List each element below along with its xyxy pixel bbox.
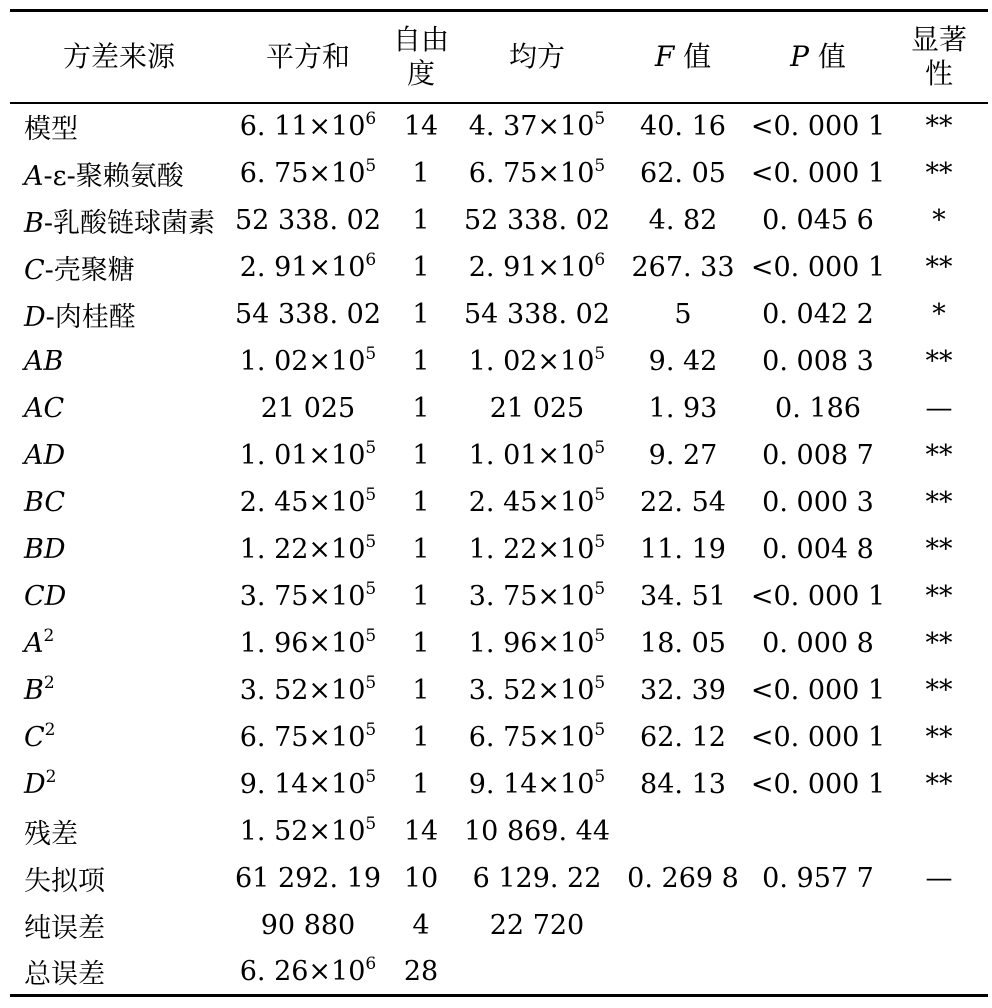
ss-exponent: 5 xyxy=(365,155,377,176)
ms-exponent: 5 xyxy=(594,531,606,552)
header-sum-of-squares: 平方和 xyxy=(265,39,350,73)
table-row xyxy=(10,385,988,432)
cell-significance xyxy=(890,902,988,949)
cell-sum-of-squares xyxy=(228,761,388,808)
ms-exponent: 5 xyxy=(594,578,606,599)
table-row xyxy=(10,432,988,479)
cell-sum-of-squares xyxy=(228,103,388,150)
cell-source xyxy=(10,761,228,808)
cell-mean-square xyxy=(454,197,620,244)
source-exponent: 2 xyxy=(44,719,56,740)
source-label: -乳酸链球菌素 xyxy=(43,207,215,239)
table-row xyxy=(10,150,988,197)
source-exponent: 2 xyxy=(45,766,57,787)
header-row xyxy=(10,11,988,103)
header-df-text: 自由度 xyxy=(393,22,450,90)
cell-significance xyxy=(890,808,988,855)
ss-mantissa: 1. 96×10 xyxy=(239,627,366,659)
ss-exponent: 5 xyxy=(365,672,377,693)
cell-sum-of-squares xyxy=(228,385,388,432)
ms-mantissa: 21 025 xyxy=(489,392,585,424)
cell-degrees-of-freedom: 1 xyxy=(412,345,430,377)
ss-exponent: 5 xyxy=(365,343,377,364)
cell-p-value xyxy=(746,949,890,996)
cell-f-value xyxy=(620,902,746,949)
ss-exponent: 5 xyxy=(365,437,377,458)
cell-significance: ** xyxy=(925,768,953,800)
header-significance xyxy=(890,11,988,103)
header-p-symbol: P xyxy=(790,39,809,73)
cell-significance: ** xyxy=(925,674,953,706)
ms-mantissa: 1. 22×10 xyxy=(468,533,595,565)
ms-mantissa: 2. 91×10 xyxy=(468,251,595,283)
cell-mean-square xyxy=(454,761,620,808)
table-row xyxy=(10,855,988,902)
source-label: 纯误差 xyxy=(24,912,105,944)
cell-degrees-of-freedom: 1 xyxy=(412,674,430,706)
cell-significance: * xyxy=(932,298,946,330)
cell-sum-of-squares xyxy=(228,432,388,479)
cell-p-value: <0. 000 1 xyxy=(750,721,886,753)
cell-source xyxy=(10,902,228,949)
cell-degrees-of-freedom: 1 xyxy=(412,580,430,612)
cell-sum-of-squares xyxy=(228,949,388,996)
cell-sum-of-squares xyxy=(228,197,388,244)
ms-mantissa: 3. 75×10 xyxy=(468,580,595,612)
cell-degrees-of-freedom: 1 xyxy=(412,157,430,189)
source-factor: C xyxy=(24,721,45,753)
ss-exponent: 5 xyxy=(365,813,377,834)
cell-sum-of-squares xyxy=(228,526,388,573)
cell-sum-of-squares xyxy=(228,573,388,620)
table-row xyxy=(10,526,988,573)
cell-source xyxy=(10,526,228,573)
ss-mantissa: 6. 75×10 xyxy=(239,721,366,753)
cell-significance: ** xyxy=(925,439,953,471)
cell-p-value: 0. 008 7 xyxy=(762,439,874,471)
cell-sum-of-squares xyxy=(228,667,388,714)
cell-p-value: 0. 000 3 xyxy=(762,486,874,518)
ms-mantissa: 2. 45×10 xyxy=(468,486,595,518)
ms-mantissa: 1. 01×10 xyxy=(468,439,595,471)
ss-mantissa: 3. 52×10 xyxy=(239,674,366,706)
ss-exponent: 5 xyxy=(365,719,377,740)
cell-source xyxy=(10,855,228,902)
ss-mantissa: 9. 14×10 xyxy=(239,768,366,800)
ms-mantissa: 4. 37×10 xyxy=(468,111,595,142)
cell-source xyxy=(10,385,228,432)
cell-significance: ** xyxy=(925,721,953,753)
cell-f-value: 22. 54 xyxy=(640,486,726,518)
cell-source xyxy=(10,432,228,479)
cell-f-value: 1. 93 xyxy=(648,392,718,424)
table-row xyxy=(10,103,988,150)
cell-significance: ** xyxy=(925,486,953,518)
cell-p-value: 0. 000 8 xyxy=(762,627,874,659)
ss-exponent: 6 xyxy=(365,109,377,129)
cell-p-value xyxy=(746,808,890,855)
cell-p-value: <0. 000 1 xyxy=(750,674,886,706)
cell-degrees-of-freedom: 1 xyxy=(412,627,430,659)
table-row xyxy=(10,761,988,808)
cell-f-value: 267. 33 xyxy=(631,251,735,283)
cell-degrees-of-freedom: 14 xyxy=(403,815,439,847)
cell-source xyxy=(10,808,228,855)
cell-degrees-of-freedom: 1 xyxy=(412,439,430,471)
header-p-label: 值 xyxy=(808,39,846,73)
table-row xyxy=(10,620,988,667)
cell-source xyxy=(10,103,228,150)
cell-source xyxy=(10,197,228,244)
ms-mantissa: 6. 75×10 xyxy=(468,157,595,189)
ss-mantissa: 1. 01×10 xyxy=(239,439,366,471)
header-f-label: 值 xyxy=(674,39,712,73)
cell-mean-square xyxy=(454,150,620,197)
cell-mean-square xyxy=(454,526,620,573)
table-row xyxy=(10,949,988,996)
cell-f-value: 0. 269 8 xyxy=(627,862,739,894)
cell-p-value: <0. 000 1 xyxy=(750,251,886,283)
cell-sum-of-squares xyxy=(228,855,388,902)
source-label: 失拟项 xyxy=(24,865,105,897)
ss-mantissa: 2. 91×10 xyxy=(239,251,366,283)
ms-exponent: 5 xyxy=(594,343,606,364)
cell-mean-square xyxy=(454,291,620,338)
header-p-value xyxy=(746,11,890,103)
ss-mantissa: 21 025 xyxy=(260,392,356,424)
cell-significance: * xyxy=(932,204,946,236)
cell-mean-square xyxy=(454,432,620,479)
cell-p-value: <0. 000 1 xyxy=(750,580,886,612)
ss-mantissa: 6. 11×10 xyxy=(239,111,366,142)
source-factor: AD xyxy=(24,439,66,471)
table-row xyxy=(10,197,988,244)
cell-sum-of-squares xyxy=(228,808,388,855)
ss-mantissa: 1. 52×10 xyxy=(239,815,366,847)
source-exponent: 2 xyxy=(43,625,55,646)
cell-degrees-of-freedom: 4 xyxy=(412,909,430,941)
ss-exponent: 5 xyxy=(365,531,377,552)
ss-exponent: 5 xyxy=(365,766,377,787)
cell-f-value: 32. 39 xyxy=(640,674,726,706)
cell-sum-of-squares xyxy=(228,244,388,291)
cell-significance: — xyxy=(925,392,953,424)
source-factor: AC xyxy=(24,392,65,424)
table-row xyxy=(10,902,988,949)
table-row xyxy=(10,667,988,714)
source-factor: A xyxy=(24,627,44,659)
cell-significance: ** xyxy=(925,345,953,377)
cell-mean-square xyxy=(454,808,620,855)
table-row xyxy=(10,479,988,526)
cell-p-value: 0. 008 3 xyxy=(762,345,874,377)
cell-f-value: 4. 82 xyxy=(648,204,718,236)
ss-exponent: 5 xyxy=(365,578,377,599)
source-label: 总误差 xyxy=(24,958,105,990)
source-factor: BC xyxy=(24,486,66,518)
cell-sum-of-squares xyxy=(228,338,388,385)
table-header xyxy=(10,11,988,103)
ms-exponent: 5 xyxy=(594,672,606,693)
cell-p-value: 0. 045 6 xyxy=(762,204,874,236)
cell-mean-square xyxy=(454,573,620,620)
source-exponent: 2 xyxy=(43,672,55,693)
ms-exponent: 5 xyxy=(594,109,606,129)
cell-significance: ** xyxy=(925,251,953,283)
source-factor: AB xyxy=(24,345,64,377)
source-label: 残差 xyxy=(24,818,78,850)
cell-p-value: <0. 000 1 xyxy=(750,157,886,189)
cell-f-value: 18. 05 xyxy=(640,627,726,659)
cell-degrees-of-freedom: 28 xyxy=(403,955,439,987)
cell-mean-square xyxy=(454,902,620,949)
cell-significance: ** xyxy=(925,157,953,189)
ms-exponent: 5 xyxy=(594,484,606,505)
cell-sum-of-squares xyxy=(228,620,388,667)
ms-exponent: 5 xyxy=(594,766,606,787)
source-factor: CD xyxy=(24,580,67,612)
ss-mantissa: 6. 75×10 xyxy=(239,157,366,189)
cell-mean-square xyxy=(454,714,620,761)
cell-sum-of-squares xyxy=(228,479,388,526)
cell-p-value: 0. 042 2 xyxy=(762,298,874,330)
ms-exponent: 5 xyxy=(594,437,606,458)
ss-mantissa: 1. 22×10 xyxy=(239,533,366,565)
cell-f-value: 34. 51 xyxy=(640,580,726,612)
cell-f-value: 11. 19 xyxy=(640,533,726,565)
cell-f-value xyxy=(620,808,746,855)
cell-mean-square xyxy=(454,949,620,996)
cell-degrees-of-freedom: 1 xyxy=(412,204,430,236)
cell-significance: — xyxy=(925,862,953,894)
source-factor: B xyxy=(24,207,44,239)
source-factor: A xyxy=(24,160,44,192)
cell-degrees-of-freedom: 1 xyxy=(412,533,430,565)
source-factor: BD xyxy=(24,533,66,565)
ms-exponent: 5 xyxy=(594,625,606,646)
cell-source xyxy=(10,479,228,526)
cell-degrees-of-freedom: 1 xyxy=(412,251,430,283)
cell-f-value: 84. 13 xyxy=(640,768,726,800)
cell-mean-square xyxy=(454,855,620,902)
cell-significance: ** xyxy=(925,627,953,659)
ms-mantissa: 54 338. 02 xyxy=(464,298,610,330)
cell-degrees-of-freedom: 1 xyxy=(412,486,430,518)
cell-sum-of-squares xyxy=(228,291,388,338)
ss-mantissa: 1. 02×10 xyxy=(239,345,366,377)
source-label: 模型 xyxy=(24,114,78,145)
ms-mantissa: 1. 02×10 xyxy=(468,345,595,377)
ms-mantissa: 10 869. 44 xyxy=(464,815,610,847)
header-f-value xyxy=(620,11,746,103)
cell-degrees-of-freedom: 1 xyxy=(412,768,430,800)
ms-mantissa: 6 129. 22 xyxy=(472,862,602,894)
source-factor: D xyxy=(24,301,46,333)
header-f-symbol: F xyxy=(654,39,675,73)
cell-mean-square xyxy=(454,244,620,291)
cell-p-value xyxy=(746,902,890,949)
cell-source xyxy=(10,573,228,620)
cell-degrees-of-freedom: 1 xyxy=(412,721,430,753)
cell-p-value: 0. 186 xyxy=(775,392,861,424)
cell-f-value: 62. 12 xyxy=(640,721,726,753)
ss-exponent: 6 xyxy=(365,249,377,270)
cell-mean-square xyxy=(454,620,620,667)
ss-exponent: 5 xyxy=(365,484,377,505)
table-row xyxy=(10,244,988,291)
header-source: 方差来源 xyxy=(62,39,175,73)
ms-mantissa: 6. 75×10 xyxy=(468,721,595,753)
cell-f-value: 9. 27 xyxy=(648,439,718,471)
ss-mantissa: 90 880 xyxy=(260,909,356,941)
cell-significance: ** xyxy=(925,533,953,565)
table-row xyxy=(10,291,988,338)
cell-source xyxy=(10,667,228,714)
cell-significance xyxy=(890,949,988,996)
source-factor: B xyxy=(24,674,44,706)
ms-exponent: 5 xyxy=(594,719,606,740)
cell-significance: ** xyxy=(925,111,953,142)
ss-exponent: 6 xyxy=(365,953,377,974)
cell-source xyxy=(10,244,228,291)
ss-exponent: 5 xyxy=(365,625,377,646)
cell-f-value xyxy=(620,949,746,996)
ms-mantissa: 9. 14×10 xyxy=(468,768,595,800)
cell-source xyxy=(10,714,228,761)
cell-sum-of-squares xyxy=(228,714,388,761)
cell-sum-of-squares xyxy=(228,150,388,197)
ss-mantissa: 2. 45×10 xyxy=(239,486,366,518)
cell-source xyxy=(10,949,228,996)
header-sig-text: 显著性 xyxy=(911,22,968,90)
cell-degrees-of-freedom: 1 xyxy=(412,298,430,330)
cell-f-value: 62. 05 xyxy=(640,157,726,189)
cell-f-value: 9. 42 xyxy=(648,345,718,377)
header-degrees-of-freedom xyxy=(388,11,454,103)
ms-mantissa: 1. 96×10 xyxy=(468,627,595,659)
ss-mantissa: 54 338. 02 xyxy=(235,298,381,330)
cell-source xyxy=(10,620,228,667)
cell-p-value: 0. 004 8 xyxy=(762,533,874,565)
table-row xyxy=(10,573,988,620)
cell-source xyxy=(10,150,228,197)
cell-degrees-of-freedom: 14 xyxy=(403,111,439,142)
cell-mean-square xyxy=(454,338,620,385)
cell-p-value: <0. 000 1 xyxy=(750,768,886,800)
cell-source xyxy=(10,291,228,338)
cell-significance: ** xyxy=(925,580,953,612)
table-row xyxy=(10,808,988,855)
source-factor: D xyxy=(24,768,46,800)
ms-exponent: 5 xyxy=(594,155,606,176)
ms-mantissa: 22 720 xyxy=(489,909,585,941)
ms-mantissa: 52 338. 02 xyxy=(464,204,610,236)
ms-exponent: 6 xyxy=(594,249,606,270)
ss-mantissa: 3. 75×10 xyxy=(239,580,366,612)
cell-mean-square xyxy=(454,385,620,432)
cell-p-value: <0. 000 1 xyxy=(750,111,886,142)
table-body xyxy=(10,103,988,996)
cell-p-value: 0. 957 7 xyxy=(762,862,874,894)
cell-degrees-of-freedom: 1 xyxy=(412,392,430,424)
anova-table xyxy=(10,9,988,997)
cell-mean-square xyxy=(454,103,620,150)
cell-f-value: 5 xyxy=(674,298,692,330)
source-label: -壳聚糖 xyxy=(44,254,135,286)
table-row xyxy=(10,714,988,761)
table-row xyxy=(10,338,988,385)
ss-mantissa: 52 338. 02 xyxy=(235,204,381,236)
cell-source xyxy=(10,338,228,385)
cell-mean-square xyxy=(454,479,620,526)
cell-mean-square xyxy=(454,667,620,714)
source-label: -ε-聚赖氨酸 xyxy=(43,160,184,192)
header-mean-square: 均方 xyxy=(508,39,565,73)
cell-f-value: 40. 16 xyxy=(640,111,726,142)
source-factor: C xyxy=(24,254,45,286)
ms-mantissa: 3. 52×10 xyxy=(468,674,595,706)
cell-sum-of-squares xyxy=(228,902,388,949)
source-label: -肉桂醛 xyxy=(45,301,136,333)
ss-mantissa: 6. 26×10 xyxy=(239,955,366,987)
cell-degrees-of-freedom: 10 xyxy=(403,862,439,894)
ss-mantissa: 61 292. 19 xyxy=(235,862,381,894)
